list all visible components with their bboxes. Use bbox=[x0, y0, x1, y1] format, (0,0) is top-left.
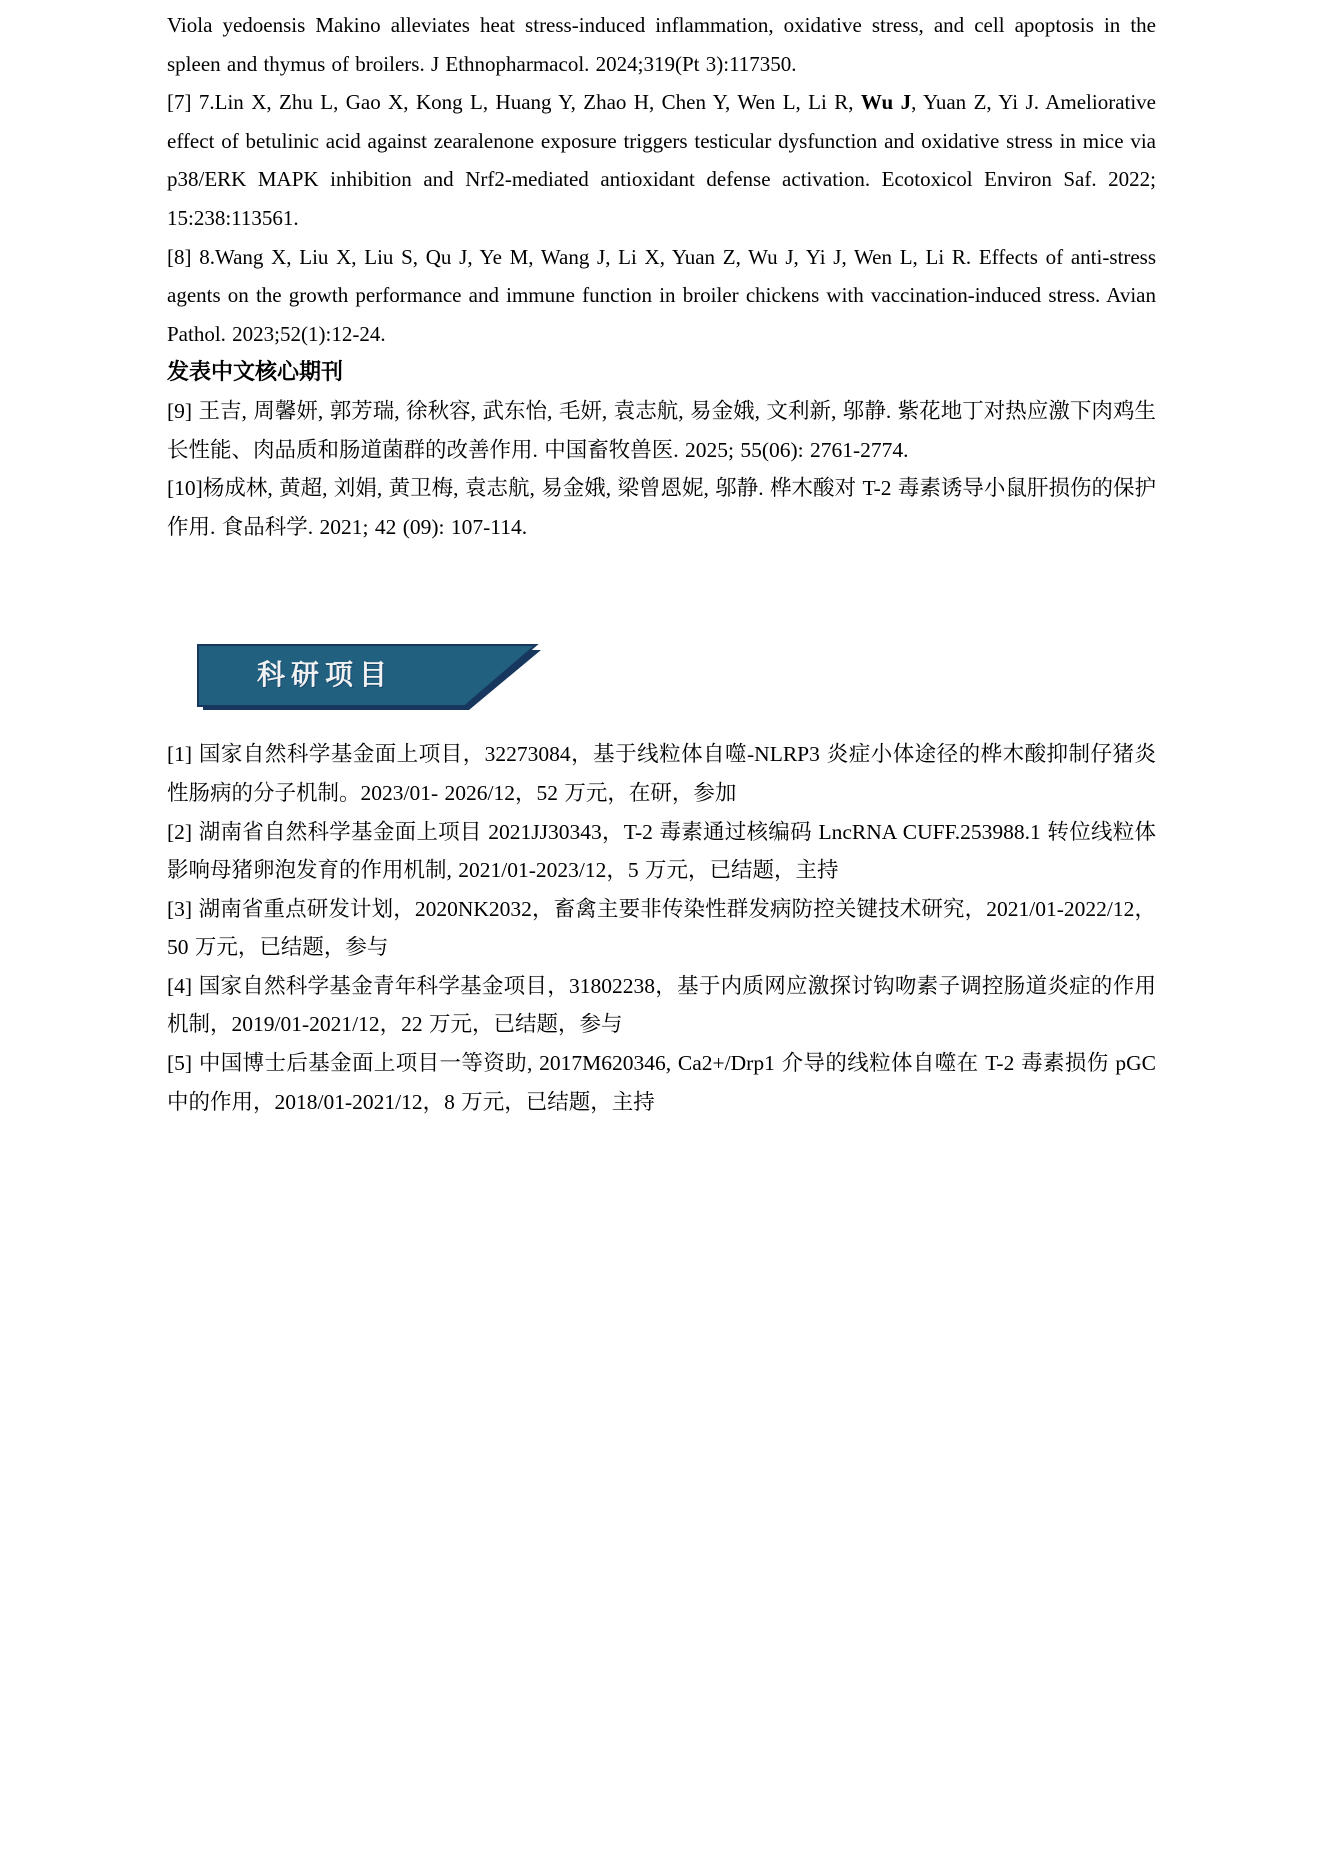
bold-author-name: Wu J bbox=[860, 90, 912, 115]
research-projects-banner bbox=[197, 644, 545, 711]
reference-cn-10: [10]杨成林, 黄超, 刘娟, 黄卫梅, 袁志航, 易金娥, 梁曾恩妮, 邬静. 桦木酸对 T-2 毒素诱导小鼠肝损伤的保护作用. 食品科学. 2021; 42 (09): 107-114. bbox=[167, 476, 1156, 539]
reference-text-segment: [7] 7.Lin X, Zhu L, Gao X, Kong L, Huang Y, Zhao H, Chen Y, Wen L, Li R, bbox=[167, 90, 861, 115]
reference-en-8: [8] 8.Wang X, Liu X, Liu S, Qu J, Ye M, Wang J, Li X, Yuan Z, Wu J, Yi J, Wen L, Li R. Effects of anti-stress agents on the growth performance and immune function in broiler chickens with vaccination-induced stress. Avian Pathol. 2023;52(1):12-24. bbox=[167, 244, 1156, 346]
reference-cn-9: [9] 王吉, 周馨妍, 郭芳瑞, 徐秋容, 武东怡, 毛妍, 袁志航, 易金娥, 文利新, 邬静. 紫花地丁对热应激下肉鸡生长性能、肉品质和肠道菌群的改善作用. 中国畜牧兽医. 2025; 55(06): 2761-2774. bbox=[167, 398, 1156, 462]
project-item-3: [3] 湖南省重点研发计划，2020NK2032，畜禽主要非传染性群发病防控关键技术研究，2021/01-2022/12，50 万元，已结题，参与 bbox=[167, 896, 1156, 960]
document-page bbox=[167, 0, 1156, 1121]
cn-core-journals-heading: 发表中文核心期刊 bbox=[167, 359, 344, 385]
research-projects-banner-label: 科研项目 bbox=[257, 659, 394, 691]
projects-list bbox=[167, 735, 1156, 1121]
project-item-4: [4] 国家自然科学基金青年科学基金项目，31802238，基于内质网应激探讨钩吻素子调控肠道炎症的作用机制，2019/01-2021/12，22 万元，已结题，参与 bbox=[167, 973, 1156, 1037]
reference-en-6-continuation: Viola yedoensis Makino alleviates heat stress-induced inflammation, oxidative stress, and cell apoptosis in the spleen and thymus of broilers. J Ethnopharmacol. 2024;319(Pt 3):117350. bbox=[167, 13, 1156, 76]
reference-text-segment: , Yuan Z, Yi J. Ameliorative effect of betulinic acid against zearalenone exposure triggers testicular dysfunction and oxidative stress in mice via p38/ERK MAPK inhibition and Nrf2-mediated antioxidant defense activation. Ecotoxicol Environ Saf. 2022; 15:238:113561. bbox=[167, 90, 1157, 230]
project-item-5: [5] 中国博士后基金面上项目一等资助, 2017M620346, Ca2+/Drp1 介导的线粒体自噬在 T-2 毒素损伤 pGC 中的作用，2018/01-2021/12，8 万元，已结题，主持 bbox=[167, 1051, 1156, 1114]
reference-en-7 bbox=[167, 83, 1156, 237]
project-item-1: [1] 国家自然科学基金面上项目，32273084，基于线粒体自噬-NLRP3 炎症小体途径的桦木酸抑制仔猪炎性肠病的分子机制。2023/01- 2026/12，52 万元，在研，参加 bbox=[167, 742, 1156, 805]
project-item-2: [2] 湖南省自然科学基金面上项目 2021JJ30343，T-2 毒素通过核编码 LncRNA CUFF.253988.1 转位线粒体影响母猪卵泡发育的作用机制, 2021/01-2023/12，5 万元，已结题，主持 bbox=[167, 819, 1156, 883]
